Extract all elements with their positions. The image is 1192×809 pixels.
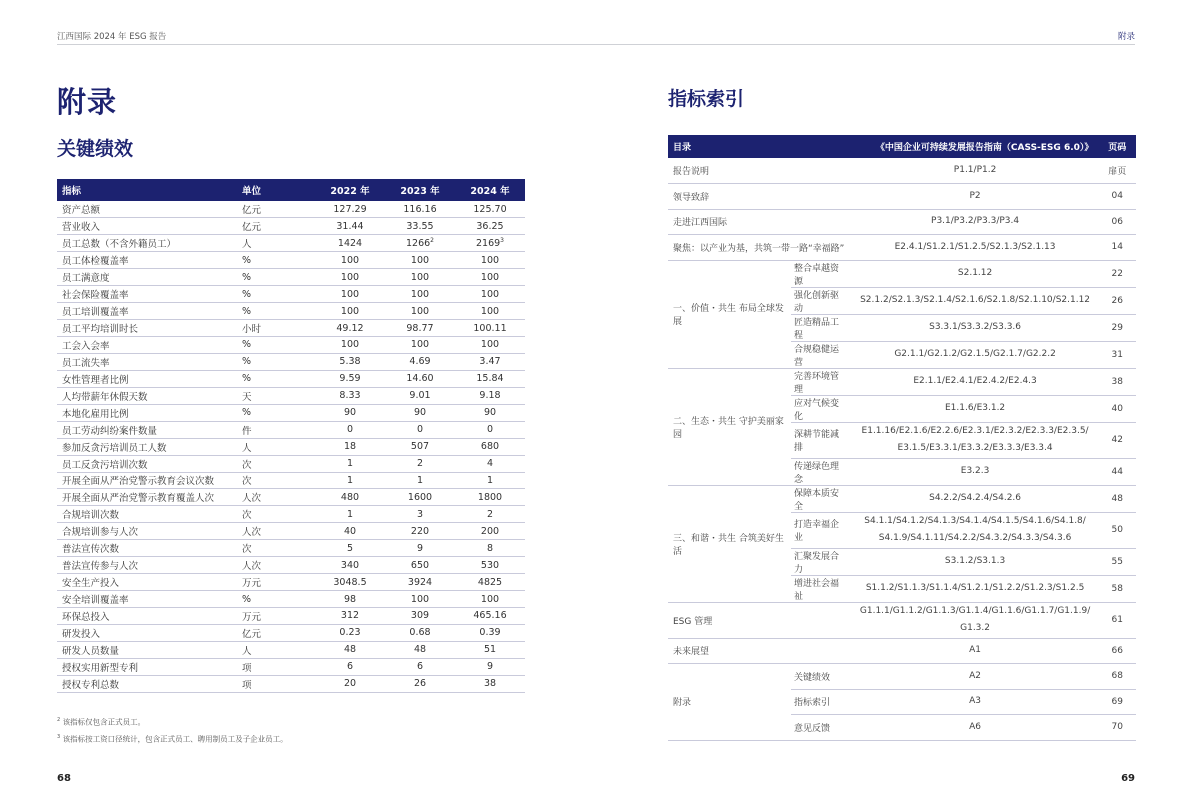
unit-cell: 亿元 (237, 624, 315, 641)
table-row (57, 624, 525, 641)
table-row (57, 658, 525, 675)
value-2022-cell: 0 (315, 421, 385, 438)
value-2023-cell: 100 (385, 303, 455, 320)
index-subsection-cell: 保障本质安全 (791, 485, 852, 512)
indicator-cell: 开展全面从严治党警示教育覆盖人次 (57, 489, 237, 506)
value-2022-cell: 40 (315, 523, 385, 540)
value-2024-cell: 0 (455, 421, 525, 438)
indicator-cell: 社会保险覆盖率 (57, 286, 237, 303)
index-code-cell: P1.1/P1.2 (852, 158, 1099, 184)
value-2022-cell: 8.33 (315, 387, 385, 404)
index-code-cell: S1.1.2/S1.1.3/S1.1.4/S1.2.1/S1.2.2/S1.2.3/S1.2.5 (852, 575, 1099, 602)
value-2023-cell: 100 (385, 591, 455, 608)
indicator-cell: 合规培训次数 (57, 506, 237, 523)
index-section-cell: 报告说明 (668, 158, 852, 184)
index-code-cell: G1.1.1/G1.1.2/G1.1.3/G1.1.4/G1.1.6/G1.1.7/G1.1.9/ G1.3.2 (852, 602, 1099, 638)
unit-cell: 天 (237, 387, 315, 404)
header-guideline: 《中国企业可持续发展报告指南（CASS-ESG 6.0）》 (852, 135, 1099, 158)
footnote (57, 713, 288, 730)
header-divider (57, 44, 1135, 45)
value-2022-cell: 127.29 (315, 201, 385, 218)
index-code-cell: S3.1.2/S3.1.3 (852, 548, 1099, 575)
value-2024-cell: 100 (455, 286, 525, 303)
value-2022-cell: 100 (315, 252, 385, 269)
index-row (668, 485, 1136, 512)
index-row (668, 235, 1136, 261)
value-2024-cell: 100 (455, 252, 525, 269)
value-2022-cell: 98 (315, 591, 385, 608)
unit-cell: % (237, 286, 315, 303)
footnotes (57, 713, 288, 746)
value-2023-cell: 3924 (385, 574, 455, 591)
index-row (668, 260, 1136, 287)
unit-cell: % (237, 269, 315, 286)
value-2024-cell: 3.47 (455, 353, 525, 370)
indicator-cell: 开展全面从严治党警示教育会议次数 (57, 472, 237, 489)
value-2024-cell: 100 (455, 269, 525, 286)
index-row (668, 209, 1136, 235)
index-code-cell: E1.1.6/E3.1.2 (852, 395, 1099, 422)
index-subsection-cell: 深耕节能减排 (791, 422, 852, 458)
index-table-header (668, 135, 1136, 158)
report-title: 江西国际 2024 年 ESG 报告 (57, 32, 167, 42)
footnote-mark: 2 (57, 717, 61, 723)
value-2023-cell: 100 (385, 252, 455, 269)
value-2022-cell: 18 (315, 438, 385, 455)
index-section-title: 指标索引 (668, 88, 745, 110)
value-2023-cell: 14.60 (385, 370, 455, 387)
table-row (57, 286, 525, 303)
index-subsection-cell: 合规稳健运营 (791, 341, 852, 368)
value-2024-cell: 530 (455, 557, 525, 574)
table-row (57, 252, 525, 269)
index-page-cell: 38 (1098, 368, 1136, 395)
value-2023-cell: 48 (385, 641, 455, 658)
unit-cell: 人 (237, 235, 315, 252)
unit-cell: % (237, 591, 315, 608)
index-row (668, 602, 1136, 638)
unit-cell: 万元 (237, 608, 315, 625)
value-2022-cell: 49.12 (315, 320, 385, 337)
section-tag: 附录 (1117, 32, 1135, 42)
footnote-ref: 2 (430, 237, 434, 245)
value-2024-cell: 100 (455, 591, 525, 608)
table-row (57, 337, 525, 354)
indicator-cell: 工会入会率 (57, 337, 237, 354)
indicator-cell: 人均带薪年休假天数 (57, 387, 237, 404)
indicator-cell: 员工反贪污培训次数 (57, 455, 237, 472)
index-row (668, 368, 1136, 395)
value-2024-cell: 15.84 (455, 370, 525, 387)
kpi-table (57, 179, 525, 693)
indicator-cell: 参加反贪污培训员工人数 (57, 438, 237, 455)
table-row (57, 421, 525, 438)
indicator-cell: 员工体检覆盖率 (57, 252, 237, 269)
unit-cell: 万元 (237, 574, 315, 591)
index-code-cell: S4.1.1/S4.1.2/S4.1.3/S4.1.4/S4.1.5/S4.1.6/S4.1.8/ S4.1.9/S4.1.11/S4.2.2/S4.3.2/S4.3.3/S4.3.6 (852, 512, 1099, 548)
index-subsection-cell: 增进社会福祉 (791, 575, 852, 602)
value-2024-cell: 1800 (455, 489, 525, 506)
table-row (57, 506, 525, 523)
indicator-cell: 安全培训覆盖率 (57, 591, 237, 608)
header-indicator: 指标 (57, 179, 237, 201)
index-page-cell: 48 (1098, 485, 1136, 512)
unit-cell: 人次 (237, 523, 315, 540)
unit-cell: 次 (237, 540, 315, 557)
footnote-text: 该指标仅包含正式员工。 (62, 717, 146, 727)
table-row (57, 353, 525, 370)
index-section-cell: 未来展望 (668, 638, 852, 664)
index-subsection-cell: 打造幸福企业 (791, 512, 852, 548)
page-title: 附录 (57, 85, 118, 119)
value-2024-cell: 2169$^3$ (455, 235, 525, 252)
unit-cell: 次 (237, 455, 315, 472)
index-code-cell: P2 (852, 184, 1099, 210)
index-subsection-cell: 指标索引 (791, 689, 852, 715)
value-2022-cell: 1 (315, 472, 385, 489)
value-2023-cell: 1 (385, 472, 455, 489)
index-subsection-cell: 传递绿色理念 (791, 458, 852, 485)
value-2022-cell: 5 (315, 540, 385, 557)
index-section-cell: ESG 管理 (668, 602, 852, 638)
value-2024-cell: 1 (455, 472, 525, 489)
index-table (668, 135, 1136, 741)
value-2023-cell: 309 (385, 608, 455, 625)
value-2023-cell: 0.68 (385, 624, 455, 641)
table-row (57, 608, 525, 625)
value-2023-cell: 0 (385, 421, 455, 438)
value-2022-cell: 1 (315, 455, 385, 472)
value-2024-cell: 90 (455, 404, 525, 421)
value-2024-cell: 680 (455, 438, 525, 455)
value-2022-cell: 5.38 (315, 353, 385, 370)
value-2022-cell: 312 (315, 608, 385, 625)
indicator-cell: 授权实用新型专利 (57, 658, 237, 675)
header-contents: 目录 (668, 135, 852, 158)
index-page-cell: 04 (1098, 184, 1136, 210)
index-section-cell: 三、和谐・共生 合筑美好生活 (668, 485, 791, 602)
table-row (57, 489, 525, 506)
indicator-cell: 女性管理者比例 (57, 370, 237, 387)
index-subsection-cell: 关键绩效 (791, 664, 852, 690)
value-2022-cell: 6 (315, 658, 385, 675)
index-page-cell: 31 (1098, 341, 1136, 368)
value-2022-cell: 1424 (315, 235, 385, 252)
value-2023-cell: 100 (385, 337, 455, 354)
value-2023-cell: 100 (385, 269, 455, 286)
kpi-section-title: 关键绩效 (57, 138, 134, 160)
indicator-cell: 本地化雇用比例 (57, 404, 237, 421)
value-2024-cell: 2 (455, 506, 525, 523)
index-code-cell: G2.1.1/G2.1.2/G2.1.5/G2.1.7/G2.2.2 (852, 341, 1099, 368)
index-subsection-cell: 应对气候变化 (791, 395, 852, 422)
index-code-cell: E1.1.16/E2.1.6/E2.2.6/E2.3.1/E2.3.2/E2.3.3/E2.3.5/ E3.1.5/E3.3.1/E3.3.2/E3.3.3/E3.3.4 (852, 422, 1099, 458)
indicator-cell: 研发投入 (57, 624, 237, 641)
indicator-cell: 员工总数（不含外籍员工） (57, 235, 237, 252)
table-row (57, 404, 525, 421)
index-code-cell: A6 (852, 715, 1099, 741)
indicator-cell: 员工满意度 (57, 269, 237, 286)
index-section-cell: 二、生态・共生 守护美丽家园 (668, 368, 791, 485)
index-page-cell: 29 (1098, 314, 1136, 341)
index-code-cell: S2.1.12 (852, 260, 1099, 287)
indicator-cell: 研发人员数量 (57, 641, 237, 658)
table-row (57, 235, 525, 252)
table-row (57, 540, 525, 557)
value-2023-cell: 98.77 (385, 320, 455, 337)
value-2024-cell: 36.25 (455, 218, 525, 235)
value-2022-cell: 90 (315, 404, 385, 421)
index-code-cell: S3.3.1/S3.3.2/S3.3.6 (852, 314, 1099, 341)
unit-cell: 项 (237, 675, 315, 692)
table-row (57, 675, 525, 692)
index-row (668, 158, 1136, 184)
table-row (57, 320, 525, 337)
value-2023-cell: 3 (385, 506, 455, 523)
table-row (57, 557, 525, 574)
unit-cell: % (237, 370, 315, 387)
indicator-cell: 普法宣传参与人次 (57, 557, 237, 574)
index-page-cell: 42 (1098, 422, 1136, 458)
value-2022-cell: 0.23 (315, 624, 385, 641)
value-2022-cell: 20 (315, 675, 385, 692)
unit-cell: 小时 (237, 320, 315, 337)
value-2024-cell: 100.11 (455, 320, 525, 337)
unit-cell: % (237, 337, 315, 354)
index-page-cell: 66 (1098, 638, 1136, 664)
value-2023-cell: 90 (385, 404, 455, 421)
index-page-cell: 70 (1098, 715, 1136, 741)
value-2024-cell: 38 (455, 675, 525, 692)
header-2022: 2022 年 (315, 179, 385, 201)
value-2023-cell: 2 (385, 455, 455, 472)
index-page-cell: 44 (1098, 458, 1136, 485)
index-code-cell: P3.1/P3.2/P3.3/P3.4 (852, 209, 1099, 235)
index-subsection-cell: 汇聚发展合力 (791, 548, 852, 575)
index-section-cell: 一、价值・共生 布局全球发展 (668, 260, 791, 368)
index-code-cell: E3.2.3 (852, 458, 1099, 485)
value-2023-cell: 9 (385, 540, 455, 557)
value-2024-cell: 9 (455, 658, 525, 675)
unit-cell: 人 (237, 438, 315, 455)
unit-cell: % (237, 404, 315, 421)
page-number-left: 68 (57, 773, 71, 784)
table-row (57, 201, 525, 218)
value-2024-cell: 51 (455, 641, 525, 658)
table-row (57, 472, 525, 489)
index-code-cell: E2.1.1/E2.4.1/E2.4.2/E2.4.3 (852, 368, 1099, 395)
index-page-cell: 扉页 (1098, 158, 1136, 184)
kpi-table-header (57, 179, 525, 201)
value-2022-cell: 3048.5 (315, 574, 385, 591)
index-section-cell: 走进江西国际 (668, 209, 852, 235)
value-2023-cell: 507 (385, 438, 455, 455)
value-2024-cell: 465.16 (455, 608, 525, 625)
value-2023-cell: 650 (385, 557, 455, 574)
table-row (57, 387, 525, 404)
value-2022-cell: 9.59 (315, 370, 385, 387)
indicator-cell: 员工平均培训时长 (57, 320, 237, 337)
value-2024-cell: 200 (455, 523, 525, 540)
index-page-cell: 68 (1098, 664, 1136, 690)
indicator-cell: 员工培训覆盖率 (57, 303, 237, 320)
value-2022-cell: 100 (315, 269, 385, 286)
value-2024-cell: 125.70 (455, 201, 525, 218)
index-subsection-cell: 完善环境管理 (791, 368, 852, 395)
value-2023-cell: 1266$^2$ (385, 235, 455, 252)
footnote-mark: 3 (57, 733, 61, 740)
indicator-cell: 普法宣传次数 (57, 540, 237, 557)
value-2023-cell: 6 (385, 658, 455, 675)
value-2022-cell: 480 (315, 489, 385, 506)
unit-cell: 次 (237, 472, 315, 489)
value-2024-cell: 0.39 (455, 624, 525, 641)
value-2023-cell: 116.16 (385, 201, 455, 218)
index-page-cell: 55 (1098, 548, 1136, 575)
unit-cell: 次 (237, 506, 315, 523)
value-2023-cell: 100 (385, 286, 455, 303)
indicator-cell: 安全生产投入 (57, 574, 237, 591)
value-2023-cell: 4.69 (385, 353, 455, 370)
index-code-cell: A3 (852, 689, 1099, 715)
index-row (668, 638, 1136, 664)
header-page: 页码 (1098, 135, 1136, 158)
table-row (57, 455, 525, 472)
index-page-cell: 26 (1098, 287, 1136, 314)
value-2024-cell: 4 (455, 455, 525, 472)
index-page-cell: 61 (1098, 602, 1136, 638)
index-code-cell: S2.1.2/S2.1.3/S2.1.4/S2.1.6/S2.1.8/S2.1.10/S2.1.12 (852, 287, 1099, 314)
footnote (57, 730, 288, 747)
table-row (57, 303, 525, 320)
index-section-cell: 领导致辞 (668, 184, 852, 210)
value-2022-cell: 340 (315, 557, 385, 574)
value-2022-cell: 31.44 (315, 218, 385, 235)
value-2023-cell: 220 (385, 523, 455, 540)
index-code-cell: S4.2.2/S4.2.4/S4.2.6 (852, 485, 1099, 512)
unit-cell: 亿元 (237, 218, 315, 235)
value-2024-cell: 4825 (455, 574, 525, 591)
indicator-cell: 营业收入 (57, 218, 237, 235)
index-code-cell: E2.4.1/S1.2.1/S1.2.5/S2.1.3/S2.1.13 (852, 235, 1099, 261)
index-subsection-cell: 意见反馈 (791, 715, 852, 741)
page-header (0, 0, 1192, 46)
index-subsection-cell: 匠造精品工程 (791, 314, 852, 341)
index-page-cell: 14 (1098, 235, 1136, 261)
indicator-cell: 员工流失率 (57, 353, 237, 370)
index-code-cell: A1 (852, 638, 1099, 664)
index-subsection-cell: 强化创新驱动 (791, 287, 852, 314)
indicator-cell: 资产总额 (57, 201, 237, 218)
value-2022-cell: 48 (315, 641, 385, 658)
unit-cell: 人 (237, 641, 315, 658)
index-row (668, 184, 1136, 210)
unit-cell: % (237, 303, 315, 320)
value-2022-cell: 1 (315, 506, 385, 523)
value-2024-cell: 9.18 (455, 387, 525, 404)
indicator-cell: 环保总投入 (57, 608, 237, 625)
unit-cell: % (237, 252, 315, 269)
page-number-right: 69 (1121, 773, 1135, 784)
table-row (57, 574, 525, 591)
value-2022-cell: 100 (315, 303, 385, 320)
value-2023-cell: 9.01 (385, 387, 455, 404)
table-row (57, 218, 525, 235)
value-2023-cell: 26 (385, 675, 455, 692)
unit-cell: 人次 (237, 557, 315, 574)
unit-cell: 亿元 (237, 201, 315, 218)
footnote-ref: 3 (500, 237, 504, 245)
index-section-cell: 附录 (668, 664, 791, 741)
value-2023-cell: 33.55 (385, 218, 455, 235)
value-2022-cell: 100 (315, 286, 385, 303)
unit-cell: % (237, 353, 315, 370)
header-2024: 2024 年 (455, 179, 525, 201)
indicator-cell: 员工劳动纠纷案件数量 (57, 421, 237, 438)
table-row (57, 591, 525, 608)
index-page-cell: 58 (1098, 575, 1136, 602)
indicator-cell: 合规培训参与人次 (57, 523, 237, 540)
index-page-cell: 50 (1098, 512, 1136, 548)
index-subsection-cell: 整合卓越资源 (791, 260, 852, 287)
index-page-cell: 69 (1098, 689, 1136, 715)
unit-cell: 项 (237, 658, 315, 675)
indicator-cell: 授权专利总数 (57, 675, 237, 692)
index-page-cell: 40 (1098, 395, 1136, 422)
table-row (57, 370, 525, 387)
value-2024-cell: 100 (455, 303, 525, 320)
value-2022-cell: 100 (315, 337, 385, 354)
footnote-text: 该指标按工资口径统计，包含正式员工、聘用制员工及子企业员工。 (62, 734, 288, 743)
table-row (57, 269, 525, 286)
unit-cell: 人次 (237, 489, 315, 506)
value-2024-cell: 100 (455, 337, 525, 354)
index-section-cell: 聚焦：以产业为基，共筑一带一路“幸福路” (668, 235, 852, 261)
table-row (57, 641, 525, 658)
table-row (57, 523, 525, 540)
value-2024-cell: 8 (455, 540, 525, 557)
unit-cell: 件 (237, 421, 315, 438)
header-unit: 单位 (237, 179, 315, 201)
header-2023: 2023 年 (385, 179, 455, 201)
table-row (57, 438, 525, 455)
index-page-cell: 06 (1098, 209, 1136, 235)
index-page-cell: 22 (1098, 260, 1136, 287)
index-row (668, 664, 1136, 690)
value-2023-cell: 1600 (385, 489, 455, 506)
index-code-cell: A2 (852, 664, 1099, 690)
